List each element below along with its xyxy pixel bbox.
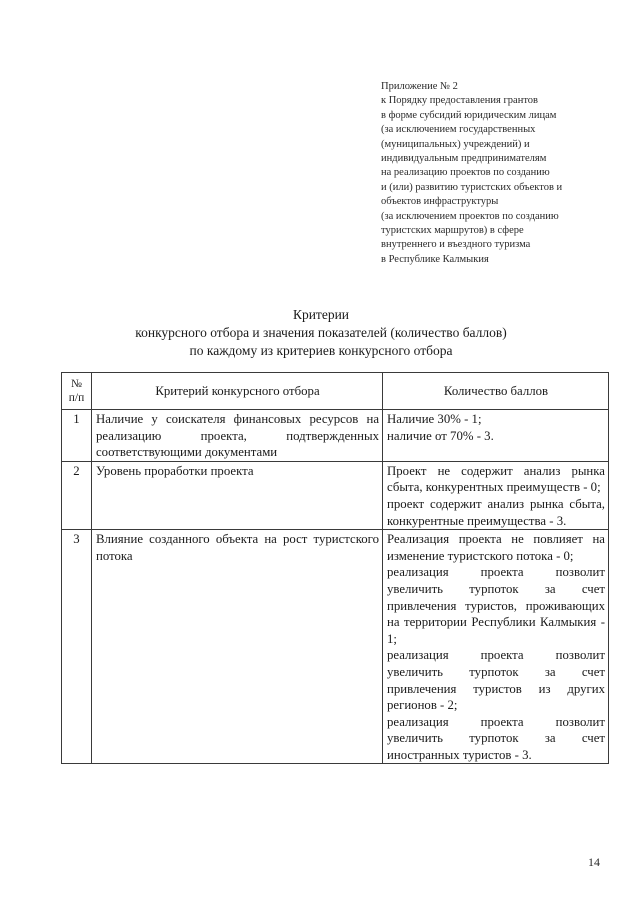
appendix-line: (муниципальных) учреждений) и bbox=[381, 138, 530, 150]
criterion-cell: Наличие у соискателя финансовых ресурсов на реализацию проекта, подтвержденных соответствующими документами bbox=[92, 410, 383, 462]
appendix-line: (за исключением проектов по созданию bbox=[381, 210, 559, 222]
table-header-row bbox=[62, 373, 609, 410]
table-row bbox=[62, 410, 609, 462]
score-cell bbox=[383, 461, 609, 529]
header-number bbox=[62, 373, 92, 410]
row-number: 1 bbox=[62, 410, 92, 462]
appendix-line: в форме субсидий юридическим лицам bbox=[381, 109, 557, 121]
appendix-line: в Республике Калмыкия bbox=[381, 253, 489, 265]
title-line: по каждому из критериев конкурсного отбора bbox=[189, 343, 453, 358]
criteria-table bbox=[61, 372, 609, 764]
appendix-line: индивидуальным предпринимателям bbox=[381, 153, 547, 165]
page-number: 14 bbox=[588, 855, 600, 869]
header-number-line: № bbox=[71, 378, 82, 390]
table-row bbox=[62, 530, 609, 764]
appendix-line: и (или) развитию туристских объектов и bbox=[381, 181, 563, 193]
score-item: Проект не содержит анализ рынка сбыта, конкурентных преимуществ - 0; bbox=[387, 463, 605, 495]
score-cell bbox=[383, 410, 609, 462]
appendix-line: к Порядку предоставления грантов bbox=[381, 95, 538, 107]
table-row bbox=[62, 461, 609, 529]
header-criterion: Критерий конкурсного отбора bbox=[92, 373, 383, 410]
score-item: наличие от 70% - 3. bbox=[387, 428, 494, 443]
title-line: Критерии bbox=[292, 307, 350, 322]
score-item: реализация проекта позволит увеличить турпоток за счет привлечения туристов из других регионов - 2; bbox=[387, 648, 605, 713]
appendix-line: (за исключением государственных bbox=[381, 124, 536, 136]
appendix-line: Приложение № 2 bbox=[381, 81, 458, 92]
appendix-line: туристских маршрутов) в сфере bbox=[381, 225, 524, 237]
appendix-note bbox=[381, 80, 621, 267]
appendix-line: внутреннего и въездного туризма bbox=[381, 239, 531, 251]
score-item: Наличие 30% - 1; bbox=[387, 412, 482, 426]
score-item: Реализация проекта не повлияет на изменение туристского потока - 0; bbox=[387, 532, 605, 563]
row-number: 3 bbox=[62, 530, 92, 764]
score-item: реализация проекта позволит увеличить турпоток за счет иностранных туристов - 3. bbox=[387, 714, 605, 762]
header-score: Количество баллов bbox=[383, 373, 609, 410]
score-item: реализация проекта позволит увеличить турпоток за счет привлечения туристов, проживающих на территории Республики Калмыкия - 1; bbox=[387, 565, 605, 646]
appendix-line: объектов инфраструктуры bbox=[381, 196, 499, 208]
score-cell bbox=[383, 530, 609, 764]
criterion-cell: Уровень проработки проекта bbox=[92, 461, 383, 529]
appendix-line: на реализацию проектов по созданию bbox=[381, 167, 550, 179]
score-item: проект содержит анализ рынка сбыта, конкурентные преимущества - 3. bbox=[387, 496, 605, 528]
document-title bbox=[60, 306, 582, 360]
row-number: 2 bbox=[62, 461, 92, 529]
header-number-line: п/п bbox=[68, 392, 85, 404]
title-line: конкурсного отбора и значения показателей (количество баллов) bbox=[135, 325, 507, 340]
criterion-cell: Влияние созданного объекта на рост туристского потока bbox=[92, 530, 383, 764]
